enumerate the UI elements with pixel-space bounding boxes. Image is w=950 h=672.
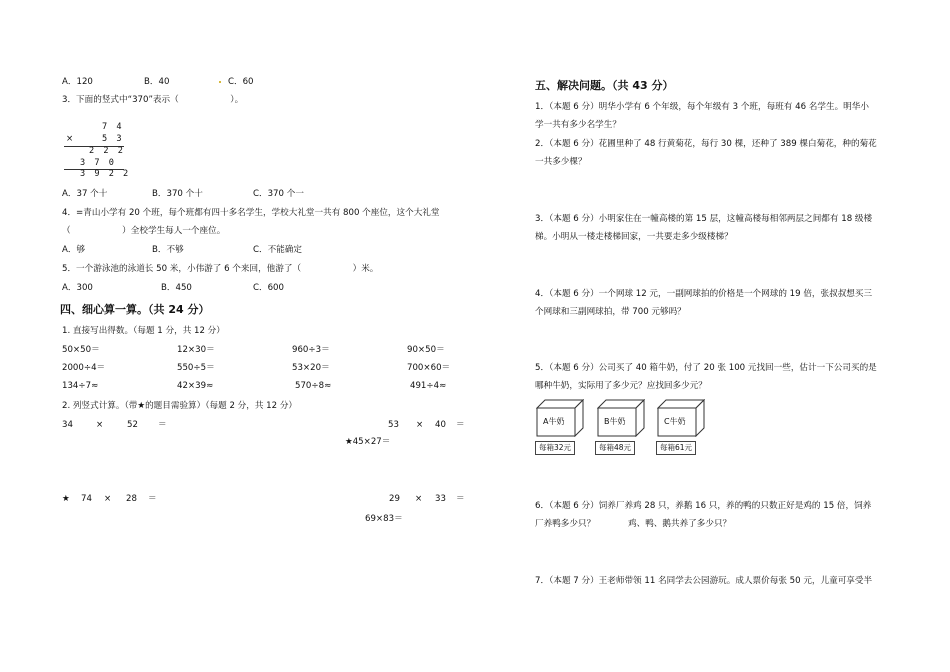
calc-times-sign: × [66,134,74,144]
q4-line1: 4．=青山小学有 20 个班，每个班都有四十多名学生，学校大礼堂一共有 800 个座位，这个大礼堂 [62,208,440,218]
section5-title: 五、解决问题。（共 43 分） [535,79,674,92]
p5-line1: 5．（本题 6 分）公司买了 40 箱牛奶，付了 20 张 100 元找回一些，估计一下公司买的是 [535,363,877,373]
q2-option-c: C．60 [228,77,254,87]
yellow-dot-mark [219,81,221,83]
oral-r1-c2: 12×30＝ [177,345,215,355]
q5-option-b: B．450 [161,283,192,293]
milk-box-b-label: B牛奶 [604,417,626,426]
q3-stem: 3．下面的竖式中“370”表示（ ）。 [62,95,244,105]
oral-r3-c2: 42×39≈ [177,381,214,391]
p4-line2: 个网球和三副网球拍，带 700 元够吗？ [535,307,686,317]
q2-option-b: B．40 [144,77,170,87]
p6-line2a: 厂养鸭多少只？ [535,519,596,529]
v1-b: 52 [127,420,138,430]
section4-part1-title: 1. 直接写出得数。（每题 1 分，共 12 分） [62,326,225,336]
calc-row5: 3 9 2 2 [80,169,131,179]
q5-option-a: A．300 [62,283,93,293]
oral-r3-c1: 134÷7≈ [62,381,99,391]
q4-line2: （ ）全校学生每人一个座位。 [62,226,226,236]
v5-eq: ＝ [456,494,465,504]
p6-line2b: 鸡、鸭、鹅共养了多少只？ [628,519,732,529]
oral-r1-c3: 960÷3＝ [292,345,330,355]
v1-a: 34 [62,420,73,430]
p3-line2: 梯。小明从一楼走楼梯回家，一共要走多少级楼梯？ [535,232,733,242]
oral-r2-c3: 53×20＝ [292,363,330,373]
v5-a: 29 [389,494,400,504]
q5-stem: 5．一个游泳池的泳道长 50 米，小伟游了 6 个来回，他游了（ ）米。 [62,264,379,274]
p4-line1: 4．（本题 6 分）一个网球 12 元，一副网球拍的价格是一个网球的 19 倍，张叔叔想买三 [535,289,873,299]
v1-eq: ＝ [158,420,167,430]
p3-line1: 3．（本题 6 分）小明家住在一幢高楼的第 15 层，这幢高楼每相邻两层之间都有 18 级楼 [535,214,873,224]
p1-line2: 学一共有多少名学生？ [535,120,621,130]
oral-r1-c4: 90×50＝ [407,345,445,355]
p2-line2: 一共多少棵？ [535,157,587,167]
p7-line1: 7．（本题 7 分）王老师带领 11 名同学去公园游玩。成人票价每张 50 元，儿童可享受半 [535,576,873,586]
v2-b: 40 [435,420,446,430]
q3-option-c: C．370 个一 [253,189,304,199]
v1-op: × [96,420,104,430]
v4-eq: ＝ [148,494,157,504]
q4-option-a: A．够 [62,245,86,255]
v5-op: × [415,494,423,504]
calc-row1: 7 4 [102,122,124,132]
calc-row4: 3 7 0 [80,158,116,168]
q3-option-a: A．37 个十 [62,189,108,199]
calc-row3: 2 2 2 [89,146,125,156]
milk-box-c-price: 每箱61元 [656,441,696,455]
p2-line1: 2．（本题 6 分）花圃里种了 48 行黄菊花，每行 30 棵，还种了 389 棵白菊花，种的菊花 [535,139,877,149]
v2-a: 53 [388,420,399,430]
section4-title: 四、细心算一算。（共 24 分） [60,303,210,316]
milk-box-a-price: 每箱32元 [535,441,575,455]
v6: 69×83＝ [365,514,403,524]
q3-option-b: B．370 个十 [152,189,203,199]
calc-row2: 5 3 [102,134,124,144]
p1-line1: 1．（本题 6 分）明华小学有 6 个年级，每个年级有 3 个班，每班有 46 名学生。明华小 [535,102,869,112]
v5-b: 33 [435,494,446,504]
p5-line2: 哪种牛奶，实际用了多少元？应找回多少元？ [535,381,707,391]
q2-option-a: A．120 [62,77,93,87]
p6-line1: 6．（本题 6 分）饲养厂养鸡 28 只，养鹅 16 只，养的鸭的只数正好是鸡的 15 倍，饲养 [535,501,872,511]
v2-op: × [416,420,424,430]
milk-box-b-price: 每箱48元 [595,441,635,455]
v4-op: × [104,494,112,504]
milk-box-a-label: A牛奶 [543,417,565,426]
section4-part2-title: 2. 列竖式计算。（带★的题目需验算）（每题 2 分，共 12 分） [62,401,298,411]
v4-b: 28 [126,494,137,504]
q4-option-c: C．不能确定 [253,245,302,255]
oral-r2-c2: 550÷5＝ [177,363,215,373]
q5-option-c: C．600 [253,283,284,293]
q4-option-b: B．不够 [152,245,184,255]
v4-star: ★ [62,494,70,504]
v3: ★45×27＝ [345,437,391,447]
oral-r2-c1: 2000÷4＝ [62,363,106,373]
v4-a: 74 [81,494,92,504]
v2-eq: ＝ [456,420,465,430]
oral-r3-c3: 570÷8≈ [295,381,332,391]
oral-r3-c4: 491÷4≈ [410,381,447,391]
oral-r2-c4: 700×60＝ [407,363,451,373]
oral-r1-c1: 50×50＝ [62,345,100,355]
milk-box-c-label: C牛奶 [664,417,686,426]
